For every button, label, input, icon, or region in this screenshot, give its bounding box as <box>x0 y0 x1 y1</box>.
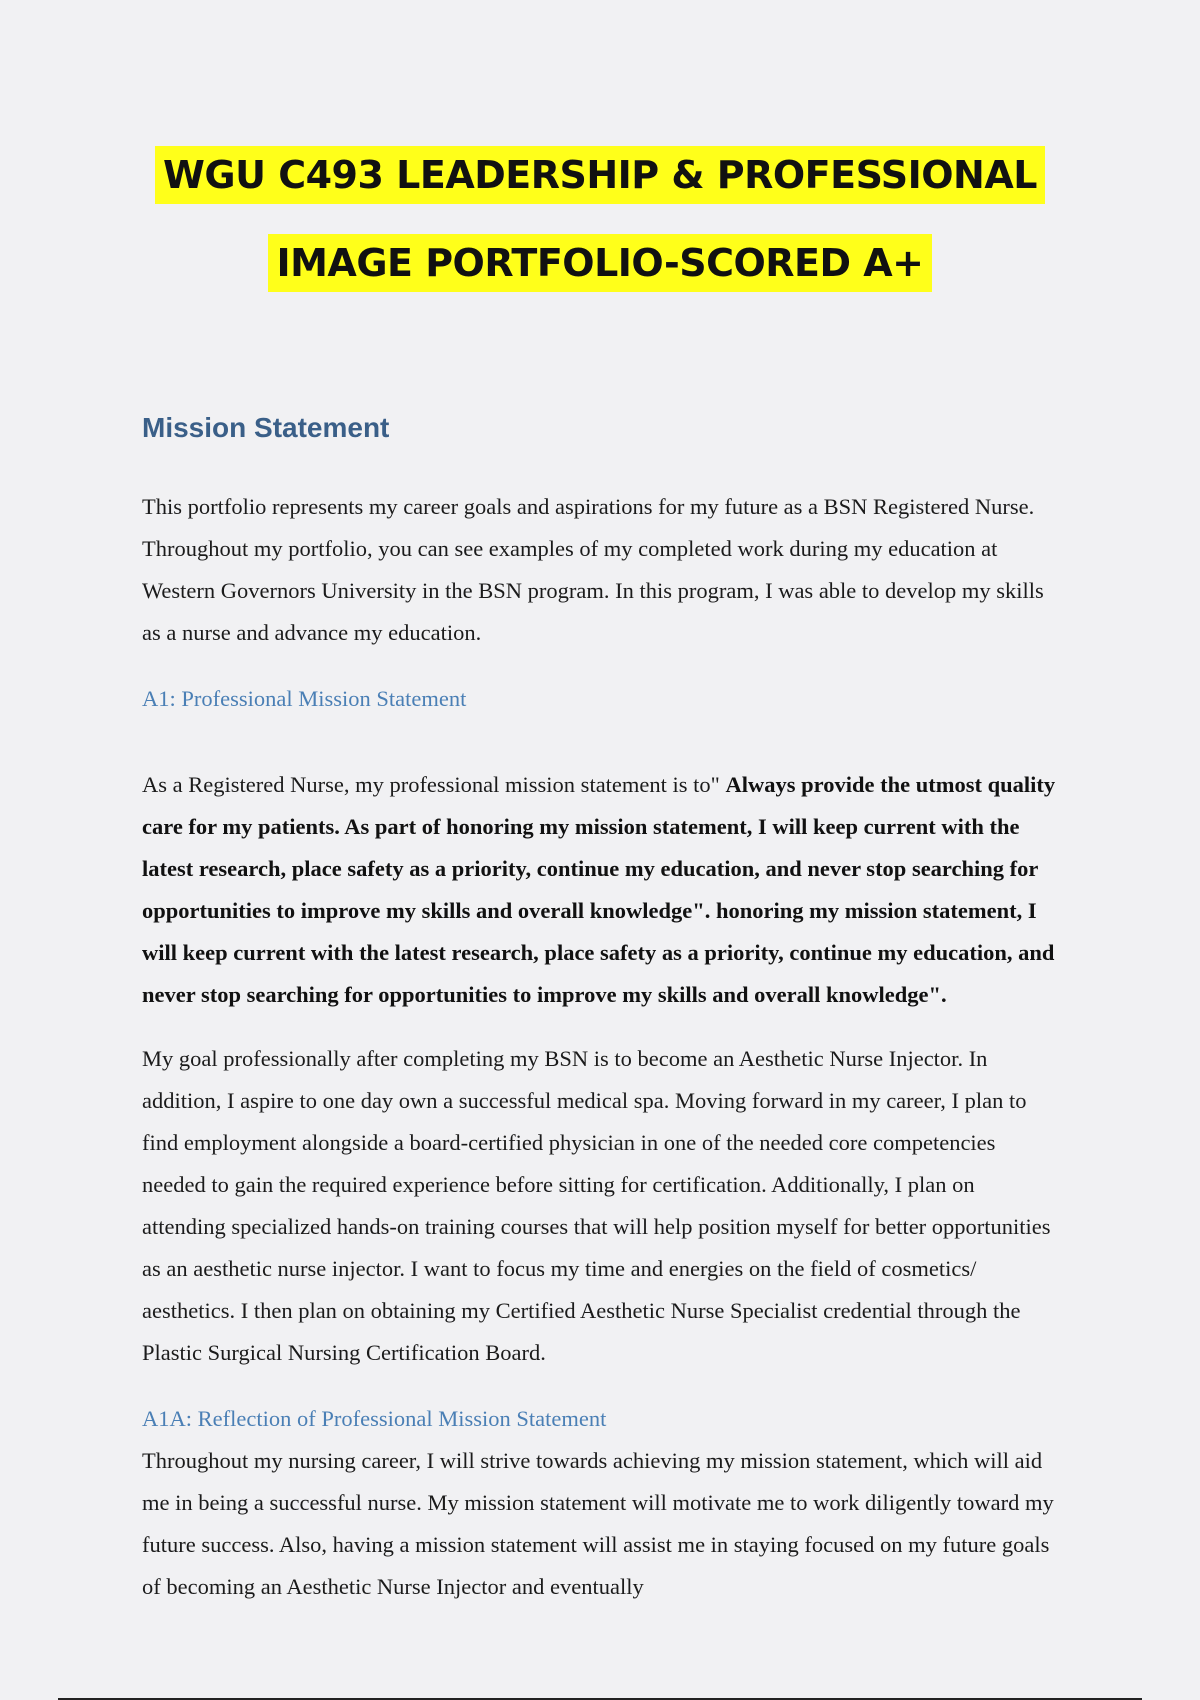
a1-heading: A1: Professional Mission Statement <box>142 686 467 711</box>
document-title <box>0 146 1200 292</box>
title-line-2: IMAGE PORTFOLIO-SCORED A+ <box>268 234 931 292</box>
a1a-paragraph: Throughout my nursing career, I will strive towards achieving my mission statement, which will aid me in being a successful nurse. My mission statement will motivate me to work diligently toward my future success. Also, having a mission statement will assist me in staying focused on my future goals of becoming an Aesthetic Nurse Injector and eventually <box>142 1448 1054 1599</box>
goal-paragraph: My goal professionally after completing my BSN is to become an Aesthetic Nurse Injector. In addition, I aspire to one day own a successful medical spa. Moving forward in my career, I plan to find employment alongside a board-certified physician in one of the needed core competencies needed to gain the required experience before sitting for certification. Additionally, I plan on attending specialized hands-on training courses that will help position myself for better opportunities as an aesthetic nurse injector. I want to focus my time and energies on the field of cosmetics/ aesthetics. I then plan on obtaining my Certified Aesthetic Nurse Specialist credential through the Plastic Surgical Nursing Certification Board. <box>142 1046 1051 1365</box>
title-line-1: WGU C493 LEADERSHIP & PROFESSIONAL <box>155 146 1045 204</box>
a1-mission-paragraph <box>142 764 1062 1016</box>
document-body <box>142 410 1062 1608</box>
a1-lead-text: As a Registered Nurse, my professional mission statement is to" <box>142 772 726 797</box>
a1a-heading: A1A: Reflection of Professional Mission Statement <box>142 1406 607 1431</box>
intro-paragraph: This portfolio represents my career goals and aspirations for my future as a BSN Registered Nurse. Throughout my portfolio, you can see examples of my completed work during my education at Western Governors University in the BSN program. In this program, I was able to develop my skills as a nurse and advance my education. <box>142 494 1044 645</box>
a1-bold-statement: Always provide the utmost quality care for my patients. As part of honoring my mission statement, I will keep current with the latest research, place safety as a priority, continue my education, and never stop searching for opportunities to improve my skills and overall knowledge". honoring my mission statement, I will keep current with the latest research, place safety as a priority, continue my education, and never stop searching for opportunities to improve my skills and overall knowledge". <box>142 772 1056 1007</box>
mission-statement-heading: Mission Statement <box>142 412 390 443</box>
